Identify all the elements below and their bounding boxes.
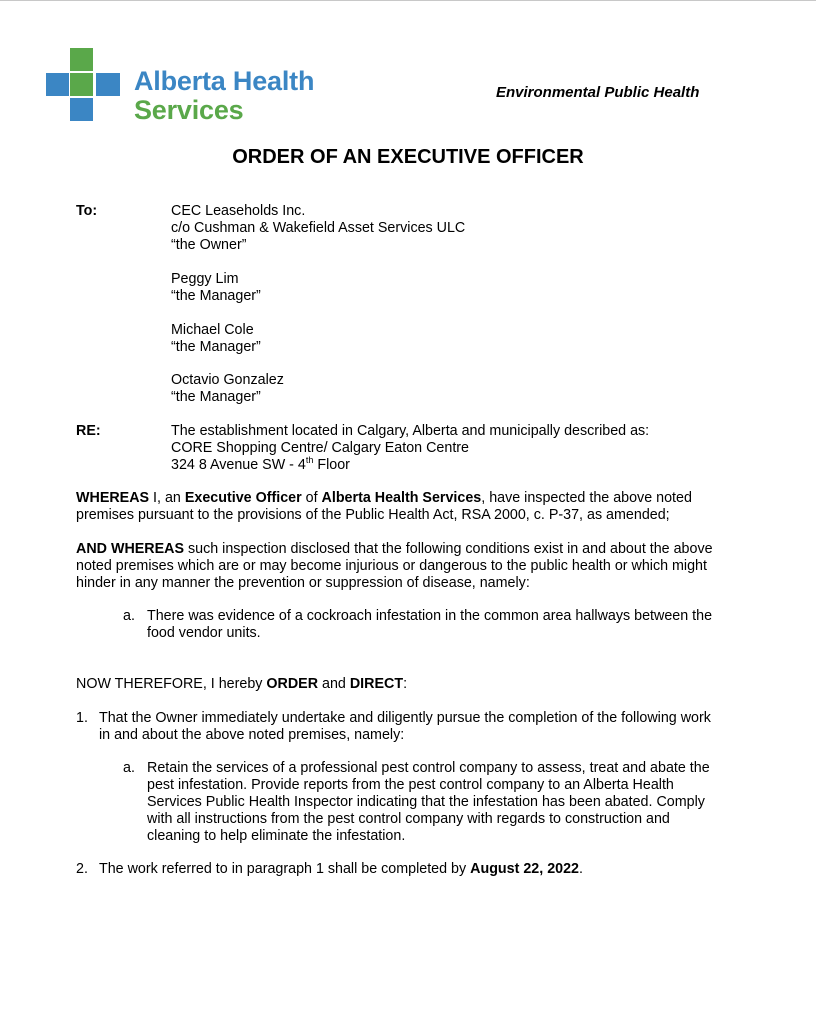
owner-address <box>171 203 465 254</box>
manager-block <box>171 322 261 356</box>
manager-block <box>171 372 284 406</box>
re-line: CORE Shopping Centre/ Calgary Eaton Centre <box>171 440 470 456</box>
manager-name: Peggy Lim <box>171 271 239 287</box>
order-item-1: That the Owner immediately undertake and diligently pursue the completion of the following work in and about the above noted premises, namely: <box>99 710 711 743</box>
document-title: ORDER OF AN EXECUTIVE OFFICER <box>232 146 584 168</box>
condition-marker: a. <box>123 608 135 624</box>
owner-line: c/o Cushman & Wakefield Asset Services ULC <box>171 220 466 236</box>
re-line: The establishment located in Calgary, Alberta and municipally described as: <box>171 423 650 439</box>
owner-line: “the Owner” <box>171 237 247 253</box>
manager-role: “the Manager” <box>171 339 261 355</box>
manager-name: Octavio Gonzalez <box>171 372 284 388</box>
manager-role: “the Manager” <box>171 389 261 405</box>
manager-name: Michael Cole <box>171 322 254 338</box>
ahs-cross-arm <box>96 73 120 96</box>
manager-block <box>171 271 261 305</box>
re-block <box>171 423 649 474</box>
department-name: Environmental Public Health <box>496 84 700 101</box>
ahs-cross-icon <box>46 48 96 122</box>
and-whereas-paragraph: AND WHEREAS such inspection disclosed that the following conditions exist in and about the above noted premises which are or may become injurious or dangerous to the public health or which might hinder in any manner the prevention or suppression of disease, namely: <box>76 541 713 591</box>
logo-text-line1: Alberta Health <box>134 66 315 96</box>
ahs-logo <box>46 48 315 125</box>
item-number: 2. <box>76 861 88 877</box>
whereas-paragraph: WHEREAS I, an Executive Officer of Alberta Health Services, have inspected the above noted premises pursuant to the provisions of the Public Health Act, RSA 2000, c. P-37, as amended; <box>76 490 692 523</box>
logo-text-line2: Services <box>134 95 244 125</box>
re-address-line: 324 8 Avenue SW - 4th Floor <box>171 455 350 473</box>
manager-role: “the Manager” <box>171 288 261 304</box>
order-item-2: The work referred to in paragraph 1 shall be completed by August 22, 2022. <box>99 861 583 877</box>
work-item: Retain the services of a professional pest control company to assess, treat and abate the pest infestation. Provide reports from the pest control company to an Alberta Health Services Public Health Inspector indicating that the infestation has been abated. Comply with all instructions from the pest control company with regards to construction and cleaning to help eliminate the infestation. <box>147 760 710 844</box>
condition-item: There was evidence of a cockroach infestation in the common area hallways between the food vendor units. <box>147 608 713 641</box>
work-marker: a. <box>123 760 135 776</box>
owner-line: CEC Leaseholds Inc. <box>171 203 306 219</box>
order-direct-line: NOW THEREFORE, I hereby ORDER and DIRECT: <box>76 676 408 692</box>
re-label: RE: <box>76 423 101 439</box>
top-border <box>0 0 816 1</box>
item-number: 1. <box>76 710 88 726</box>
to-label: To: <box>76 203 98 219</box>
